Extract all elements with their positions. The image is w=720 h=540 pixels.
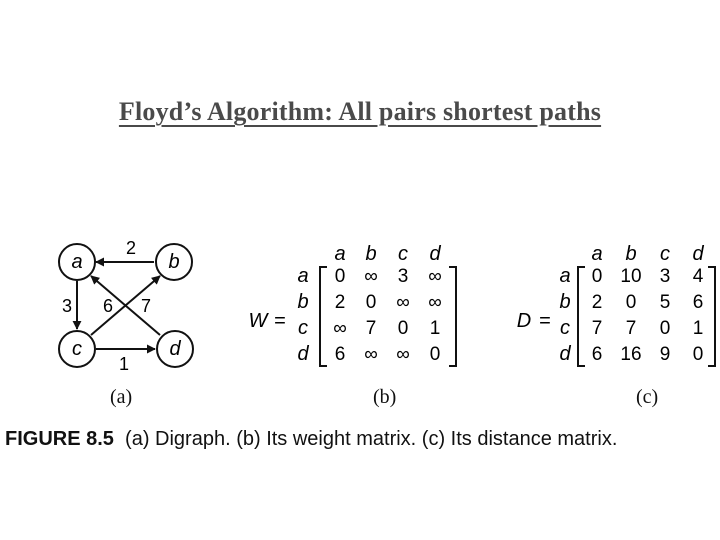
matrix-cell: 3: [397, 266, 409, 287]
row-label: c: [560, 317, 570, 339]
matrix-cell: 0: [659, 318, 671, 339]
matrix-cell: ∞: [364, 344, 378, 365]
row-label: d: [297, 343, 309, 365]
edge-weight: 3: [61, 296, 73, 316]
node-d: [157, 331, 193, 367]
matrix-cells: [592, 266, 704, 365]
node-label: d: [169, 338, 181, 360]
column-header: c: [398, 243, 408, 265]
subcaption-a: (a): [110, 386, 133, 408]
subcaption-c: (c): [636, 386, 659, 408]
row-label: a: [559, 265, 571, 287]
column-headers: [334, 243, 441, 265]
matrix-cell: 0: [429, 344, 441, 365]
edge-weight: 7: [140, 296, 152, 316]
weight-matrix: [249, 243, 456, 366]
column-header: b: [365, 243, 377, 265]
figure-label: FIGURE 8.5: [5, 428, 114, 450]
matrix-cell: 0: [365, 292, 377, 313]
edge-weight: 1: [118, 354, 130, 374]
row-label: a: [297, 265, 309, 287]
matrix-cell: 2: [591, 292, 603, 313]
matrix-cell: 6: [591, 344, 603, 365]
matrix-name: D: [516, 310, 532, 332]
distance-matrix: [517, 243, 715, 366]
matrix-cell: ∞: [428, 292, 442, 313]
matrix-cell: 0: [625, 292, 637, 313]
matrix-cell: 9: [659, 344, 671, 365]
equals-sign: =: [274, 310, 286, 332]
column-header: c: [660, 243, 670, 265]
matrix-cell: 6: [692, 292, 704, 313]
matrix-cell: 0: [397, 318, 409, 339]
matrix-cell: 0: [334, 266, 346, 287]
row-label: b: [559, 291, 571, 313]
node-label: c: [72, 338, 82, 360]
edge-weight: 6: [102, 296, 114, 316]
left-bracket: [578, 267, 585, 366]
matrix-cell: 10: [620, 266, 642, 287]
edge-c-d: [96, 349, 155, 374]
matrix-cell: ∞: [333, 318, 347, 339]
matrix-cells: [333, 266, 442, 365]
digraph: [59, 238, 193, 374]
matrix-cell: ∞: [396, 344, 410, 365]
edge-a-c: [62, 281, 77, 329]
matrix-cell: ∞: [428, 266, 442, 287]
matrix-cell: 16: [620, 344, 642, 365]
matrix-cell: 5: [659, 292, 671, 313]
node-a: [59, 244, 95, 280]
row-label: c: [298, 317, 308, 339]
row-labels: [297, 265, 309, 365]
node-label: b: [168, 251, 180, 273]
edge-weight: 2: [125, 238, 137, 258]
column-header: a: [334, 243, 346, 265]
figure-caption-text: (a) Digraph. (b) Its weight matrix. (c) Its distance matrix.: [113, 428, 618, 450]
left-bracket: [320, 267, 327, 366]
subcaption-b: (b): [373, 386, 397, 408]
matrix-cell: 7: [625, 318, 637, 339]
column-headers: [591, 243, 704, 265]
row-labels: [559, 265, 571, 365]
matrix-cell: 1: [692, 318, 704, 339]
matrix-cell: ∞: [364, 266, 378, 287]
matrix-cell: 2: [334, 292, 346, 313]
column-header: d: [429, 243, 441, 265]
node-c: [59, 331, 95, 367]
slide-title: Floyd’s Algorithm: All pairs shortest paths: [118, 97, 602, 126]
column-header: d: [692, 243, 704, 265]
column-header: a: [591, 243, 603, 265]
matrix-cell: 1: [429, 318, 441, 339]
matrix-cell: 3: [659, 266, 671, 287]
right-bracket: [449, 267, 456, 366]
node-label: a: [71, 251, 83, 273]
column-header: b: [625, 243, 637, 265]
node-b: [156, 244, 192, 280]
matrix-cell: 0: [591, 266, 603, 287]
matrix-cell: 4: [692, 266, 704, 287]
figure-caption: [5, 428, 617, 451]
matrix-name: W: [248, 310, 268, 332]
matrix-cell: 6: [334, 344, 346, 365]
edge-b-a: [96, 238, 154, 262]
matrix-cell: 7: [365, 318, 377, 339]
matrix-cell: 0: [692, 344, 704, 365]
matrix-cell: 7: [591, 318, 603, 339]
right-bracket: [708, 267, 715, 366]
row-label: b: [297, 291, 309, 313]
row-label: d: [559, 343, 571, 365]
matrix-cell: ∞: [396, 292, 410, 313]
equals-sign: =: [539, 310, 551, 332]
